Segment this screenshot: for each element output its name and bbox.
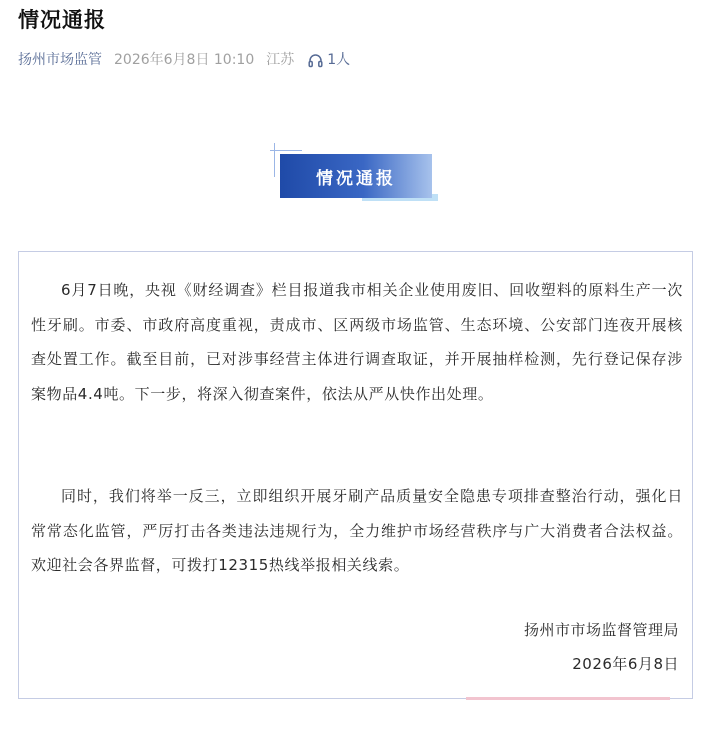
decorative-divider — [466, 697, 670, 700]
listen-button[interactable] — [308, 49, 350, 71]
account-name-link[interactable]: 扬州市场监管 — [18, 52, 102, 68]
listen-count: 1人 — [327, 52, 351, 68]
banner-decoration-vertical — [274, 143, 275, 177]
signature-date: 2026年6月8日 — [572, 655, 679, 673]
banner-box — [280, 154, 432, 198]
notice-paragraph-1: 6月7日晚，央视《财经调查》栏目报道我市相关企业使用废旧、回收塑料的原料生产一次性牙刷。市委、市政府高度重视，责成市、区两级市场监管、生态环境、公安部门连夜开展核查处置工作。截至目前，已对涉事经营主体进行调查取证，并开展抽样检测，先行登记保存涉案物品4.4吨。下一步，将深入彻查案件，依法从严从快作出处理。 — [31, 281, 683, 403]
article-meta — [18, 49, 350, 71]
banner-label: 情况通报 — [316, 168, 396, 189]
page-title: 情况通报 — [18, 8, 106, 32]
notice-paragraph-2: 同时，我们将举一反三，立即组织开展牙刷产品质量安全隐患专项排查整治行动，强化日常常态化监管，严厉打击各类违法违规行为，全力维护市场经营秩序与广大消费者合法权益。欢迎社会各界监督，可拨打12315热线举报相关线索。 — [31, 487, 683, 574]
signature-organization: 扬州市市场监督管理局 — [523, 621, 679, 639]
notice-card — [18, 251, 693, 699]
publish-time: 2026年6月8日 10:10 — [114, 52, 255, 68]
publish-location: 江苏 — [266, 52, 295, 68]
banner-decoration-horizontal — [270, 150, 302, 151]
headphone-icon — [308, 53, 323, 68]
title-banner — [266, 140, 446, 208]
